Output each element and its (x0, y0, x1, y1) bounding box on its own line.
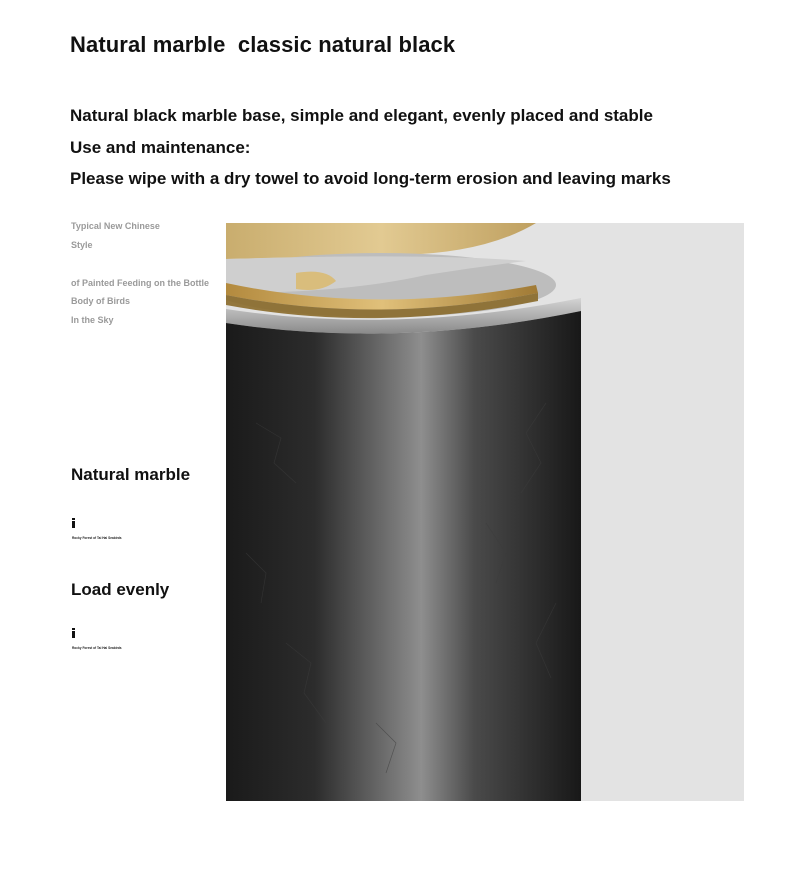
maintenance-instruction: Please wipe with a dry towel to avoid long-term erosion and leaving marks (70, 169, 671, 188)
feature-heading-load-evenly: Load evenly (71, 580, 170, 599)
side-caption: In the Sky (71, 315, 114, 325)
feature-caption: Rocky Forest of Tai Hai Seabirds (72, 646, 122, 650)
maintenance-heading: Use and maintenance: (70, 138, 251, 157)
description-line: Natural black marble base, simple and elegant, evenly placed and stable (70, 106, 653, 125)
feature-heading-natural-marble: Natural marble (71, 465, 191, 484)
product-photo (226, 223, 744, 801)
side-caption: Style (71, 240, 93, 250)
page-title: Natural marble classic natural black (70, 32, 456, 57)
side-caption: Body of Birds (71, 296, 131, 306)
side-caption: of Painted Feeding on the Bottle (71, 278, 209, 288)
info-icon (72, 628, 75, 638)
side-caption: Typical New Chinese (71, 221, 160, 231)
feature-caption: Rocky Forest of Tai Hai Seabirds (72, 536, 122, 540)
info-icon (72, 518, 75, 528)
marble-base-illustration (226, 223, 744, 801)
